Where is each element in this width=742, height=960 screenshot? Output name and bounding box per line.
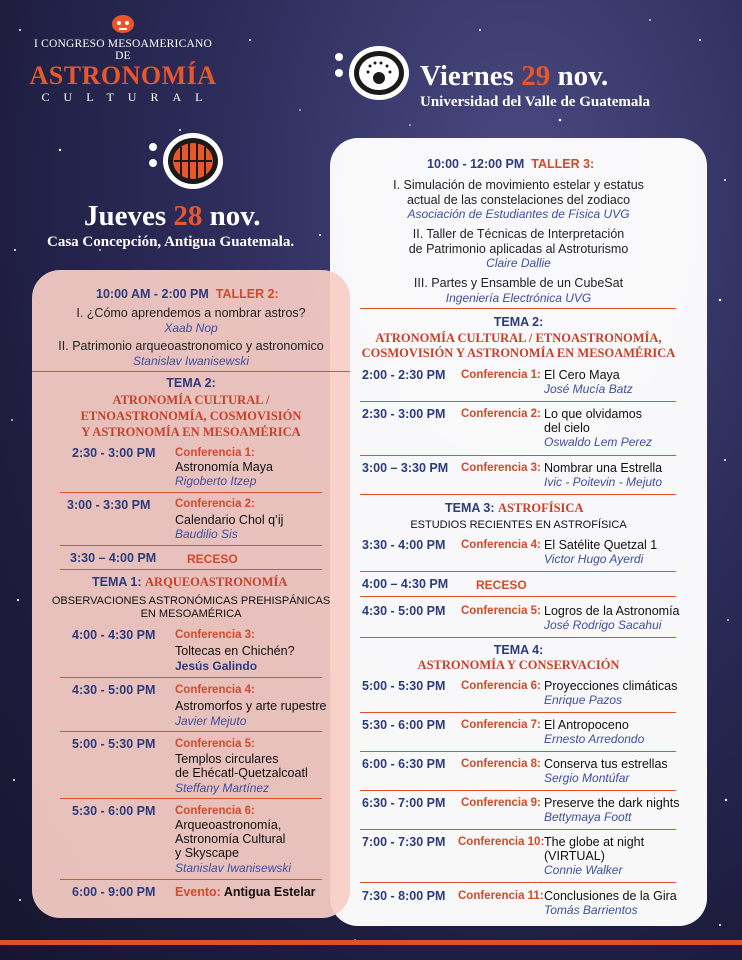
thursday-tema2-label: TEMA 2:: [166, 376, 216, 390]
friday-s8-time: 6:00 - 6:30 PM: [362, 757, 446, 771]
friday-s8-speaker: Sergio Montúfar: [544, 771, 630, 785]
thursday-s1-speaker: Rigoberto Itzep: [175, 474, 257, 488]
thursday-s2-speaker: Baudilio Sis: [175, 527, 238, 541]
friday-s2-speaker: Oswaldo Lem Perez: [544, 435, 653, 449]
friday-num: 29: [521, 60, 551, 92]
thursday-taller-item1-who: Xaab Nop: [164, 321, 218, 335]
thursday-tema1-note1: OBSERVACIONES ASTRONÓMICAS PREHISPÁNICAS: [51, 595, 331, 607]
friday-s9-title: Preserve the dark nights: [544, 796, 680, 810]
friday-s9-speaker: Bettymaya Foott: [544, 810, 632, 824]
thursday-tema2-line3: Y ASTRONOMÍA EN MESOAMÉRICA: [81, 425, 301, 439]
friday-tema3-label: TEMA 3:: [445, 501, 495, 515]
friday-s6-time: 5:00 - 5:30 PM: [362, 679, 446, 693]
thursday-s5-time: 5:00 - 5:30 PM: [72, 737, 156, 751]
thursday-s3-time: 4:00 - 4:30 PM: [72, 628, 156, 642]
thursday-s3-title: Toltecas en Chichén?: [175, 644, 295, 658]
thursday-evento: [175, 885, 316, 899]
divider: [360, 790, 676, 791]
friday-s4-speaker: Victor Hugo Ayerdi: [544, 552, 644, 566]
thursday-num: 28: [173, 200, 203, 232]
friday-taller-item3-who: Ingeniería Electrónica UVG: [445, 291, 592, 305]
thursday-evento-time: 6:00 - 9:00 PM: [72, 885, 156, 899]
thursday-s3-conf: Conferencia 3:: [175, 629, 255, 641]
thursday-s6-title: Arqueoastronomía,: [175, 818, 282, 832]
divider: [60, 492, 322, 493]
friday-s6-conf: Conferencia 6:: [461, 680, 541, 692]
thursday-taller-header: [96, 287, 279, 301]
divider: [360, 571, 676, 572]
friday-tema4-label: TEMA 4:: [493, 643, 544, 657]
bottom-accent-bar: [0, 940, 742, 945]
friday-taller-item1-title2: actual de las constelaciones del zodiaco: [406, 193, 631, 207]
thursday-s6-title2: Astronomía Cultural: [175, 832, 286, 846]
friday-s2-time: 2:30 - 3:00 PM: [362, 407, 446, 421]
thursday-evento-label: Evento:: [175, 885, 221, 899]
thursday-tema1-label: TEMA 1:: [92, 575, 142, 589]
thursday-tema2-line2: ETNOASTRONOMÍA, COSMOVISIÓN: [80, 409, 302, 423]
congress-logo: [28, 10, 218, 105]
friday-s3-conf: Conferencia 3:: [461, 462, 541, 474]
thursday-s4-speaker: Javier Mejuto: [175, 714, 247, 728]
friday-s7-title: El Antropoceno: [544, 718, 629, 732]
friday-s2-title2: del cielo: [544, 421, 590, 435]
friday-s2-title: Lo que olvidamos: [544, 407, 642, 421]
divider: [360, 494, 676, 495]
thursday-tema1-header: [92, 575, 287, 590]
thursday-receso-time: 3:30 – 4:00 PM: [70, 551, 157, 565]
jaguar-head-icon: [110, 12, 136, 34]
thursday-receso-label: RECESO: [187, 552, 238, 566]
friday-tema4-sub: ASTRONOMÍA Y CONSERVACIÓN: [417, 658, 620, 672]
divider: [360, 596, 676, 597]
divider: [360, 751, 676, 752]
thursday-s6-title3: y Skyscape: [175, 846, 239, 860]
divider: [360, 882, 676, 883]
friday-s8-title: Conserva tus estrellas: [544, 757, 668, 771]
friday-s3-speaker: Ivic - Poitevin - Mejuto: [544, 475, 663, 489]
friday-tema2-line2: COSMOVISIÓN Y ASTRONOMÍA EN MESOAMÉRICA: [361, 346, 676, 360]
friday-s1-time: 2:00 - 2:30 PM: [362, 368, 446, 382]
friday-s1-conf: Conferencia 1:: [461, 369, 541, 381]
thursday-s1-title: Astronomía Maya: [175, 460, 273, 474]
divider: [60, 677, 322, 678]
friday-s8-conf: Conferencia 8:: [461, 758, 541, 770]
friday-s6-speaker: Enrique Pazos: [544, 693, 623, 707]
thursday-s1-conf: Conferencia 1:: [175, 447, 255, 459]
thursday-venue: Casa Concepción, Antigua Guatemala.: [47, 234, 295, 250]
thursday-day: Jueves: [84, 200, 167, 232]
thursday-s5-title2: de Ehécatl-Quetzalcoatl: [175, 766, 308, 780]
friday-taller-item2-who: Claire Dallie: [486, 256, 551, 270]
thursday-s4-conf: Conferencia 4:: [175, 684, 255, 696]
divider: [60, 798, 322, 799]
friday-tema3-sub: ASTROFÍSICA: [498, 501, 584, 515]
logo-line2: ASTRONOMÍA: [29, 61, 217, 90]
friday-taller-time: 10:00 - 12:00 PM: [427, 157, 525, 171]
friday-tema3-header: [445, 501, 583, 516]
divider: [360, 712, 676, 713]
thursday-s4-title: Astromorfos y arte rupestre: [175, 699, 327, 713]
friday-s10-conf: Conferencia 10:: [458, 836, 545, 848]
friday-tema2-label: TEMA 2:: [493, 315, 544, 329]
thursday-s2-conf: Conferencia 2:: [175, 498, 255, 510]
friday-s11-time: 7:30 - 8:00 PM: [362, 889, 446, 903]
thursday-s6-conf: Conferencia 6:: [175, 805, 255, 817]
friday-s1-title: El Cero Maya: [544, 368, 620, 382]
friday-venue: Universidad del Valle de Guatemala: [420, 94, 651, 110]
friday-schedule-panel: [330, 138, 707, 926]
friday-s2-conf: Conferencia 2:: [461, 408, 541, 420]
thursday-taller-item2-title: II. Patrimonio arqueoastronomico y astronomico: [58, 339, 324, 353]
friday-s10-title2: (VIRTUAL): [544, 849, 605, 863]
divider: [360, 637, 676, 638]
divider: [360, 308, 676, 309]
friday-s1-speaker: José Mucía Batz: [544, 382, 633, 396]
thursday-s5-title: Templos circulares: [175, 752, 279, 766]
thursday-schedule-panel: [32, 270, 350, 918]
friday-s4-conf: Conferencia 4:: [461, 539, 541, 551]
thursday-month: nov.: [209, 200, 261, 232]
friday-s11-title: Conclusiones de la Gira: [544, 889, 677, 903]
divider: [60, 545, 322, 546]
thursday-s5-speaker: Steffany Martínez: [175, 781, 270, 795]
thursday-s4-time: 4:30 - 5:00 PM: [72, 683, 156, 697]
friday-taller-item3-title: III. Partes y Ensamble de un CubeSat: [413, 276, 624, 290]
thursday-s3-speaker: Jesús Galindo: [175, 659, 258, 673]
thursday-evento-title: Antigua Estelar: [223, 885, 316, 899]
friday-title: [420, 60, 608, 93]
thursday-tema1-note2: EN MESOAMÉRICA: [140, 608, 242, 620]
friday-taller-item2-title: II. Taller de Técnicas de Interpretación: [412, 227, 625, 241]
divider: [32, 371, 350, 372]
friday-taller-item1-who: Asociación de Estudiantes de Física UVG: [407, 207, 630, 221]
friday-s5-speaker: José Rodrigo Sacahui: [544, 618, 662, 632]
logo-line1: I CONGRESO MESOAMERICANO DE: [34, 38, 212, 62]
friday-tema3-note: ESTUDIOS RECIENTES EN ASTROFÍSICA: [410, 519, 627, 531]
thursday-s6-speaker: Stanislav Iwanisewski: [175, 861, 292, 875]
logo-line3: CULTURAL: [41, 90, 217, 104]
friday-month: nov.: [557, 60, 609, 92]
thursday-s2-title: Calendario Chol q’ij: [175, 513, 284, 527]
friday-day: Viernes: [420, 60, 514, 92]
friday-s9-time: 6:30 - 7:00 PM: [362, 796, 446, 810]
thursday-s5-conf: Conferencia 5:: [175, 738, 255, 750]
friday-s10-speaker: Connie Walker: [544, 863, 623, 877]
friday-s5-conf: Conferencia 5:: [461, 605, 541, 617]
thursday-tema1-sub: ARQUEOASTRONOMÍA: [145, 575, 288, 589]
thursday-taller-label: TALLER 2:: [215, 287, 279, 301]
thursday-taller-time: 10:00 AM - 2:00 PM: [96, 287, 209, 301]
striped-glyph-icon: [147, 131, 227, 196]
divider: [60, 879, 322, 880]
friday-taller-item1-title: I. Simulación de movimiento estelar y estatus: [393, 178, 644, 192]
thursday-taller-item1-title: I. ¿Cómo aprendemos a nombrar astros?: [76, 306, 306, 320]
friday-s7-time: 5:30 - 6:00 PM: [362, 718, 446, 732]
thursday-s6-time: 5:30 - 6:00 PM: [72, 804, 156, 818]
moon-face-glyph-icon: [333, 44, 413, 107]
friday-taller-item2-title2: de Patrimonio aplicadas al Astroturismo: [408, 242, 629, 256]
thursday-taller-item2-who: Stanislav Iwanisewski: [132, 354, 250, 368]
friday-s7-speaker: Ernesto Arredondo: [544, 732, 645, 746]
friday-receso-time: 4:00 – 4:30 PM: [362, 577, 449, 591]
thursday-s2-time: 3:00 - 3:30 PM: [67, 498, 151, 512]
friday-s9-conf: Conferencia 9:: [461, 797, 541, 809]
friday-taller-header: [427, 157, 594, 171]
divider: [360, 455, 676, 456]
divider: [360, 829, 676, 830]
friday-tema2-line1: ATRONOMÍA CULTURAL / ETNOASTRONOMÍA,: [375, 331, 662, 345]
friday-s11-conf: Conferencia 11:: [458, 890, 544, 902]
friday-s11-speaker: Tomás Barrientos: [544, 903, 638, 917]
friday-s3-title: Nombrar una Estrella: [544, 461, 663, 475]
friday-s4-time: 3:30 - 4:00 PM: [362, 538, 446, 552]
friday-s10-time: 7:00 - 7:30 PM: [362, 835, 446, 849]
divider: [360, 401, 676, 402]
thursday-s1-time: 2:30 - 3:00 PM: [72, 446, 156, 460]
divider: [60, 569, 322, 570]
friday-s4-title: El Satélite Quetzal 1: [544, 538, 658, 552]
friday-s5-time: 4:30 - 5:00 PM: [362, 604, 446, 618]
divider: [60, 731, 322, 732]
friday-s7-conf: Conferencia 7:: [461, 719, 541, 731]
friday-s3-time: 3:00 – 3:30 PM: [362, 461, 449, 475]
friday-s5-title: Logros de la Astronomía: [544, 604, 680, 618]
friday-s6-title: Proyecciones climáticas: [544, 679, 678, 693]
friday-receso-label: RECESO: [476, 578, 527, 592]
friday-taller-label: TALLER 3:: [531, 157, 595, 171]
friday-s10-title: The globe at night: [544, 835, 645, 849]
thursday-title: [84, 200, 260, 233]
thursday-tema2-line1: ATRONOMÍA CULTURAL /: [112, 393, 270, 407]
